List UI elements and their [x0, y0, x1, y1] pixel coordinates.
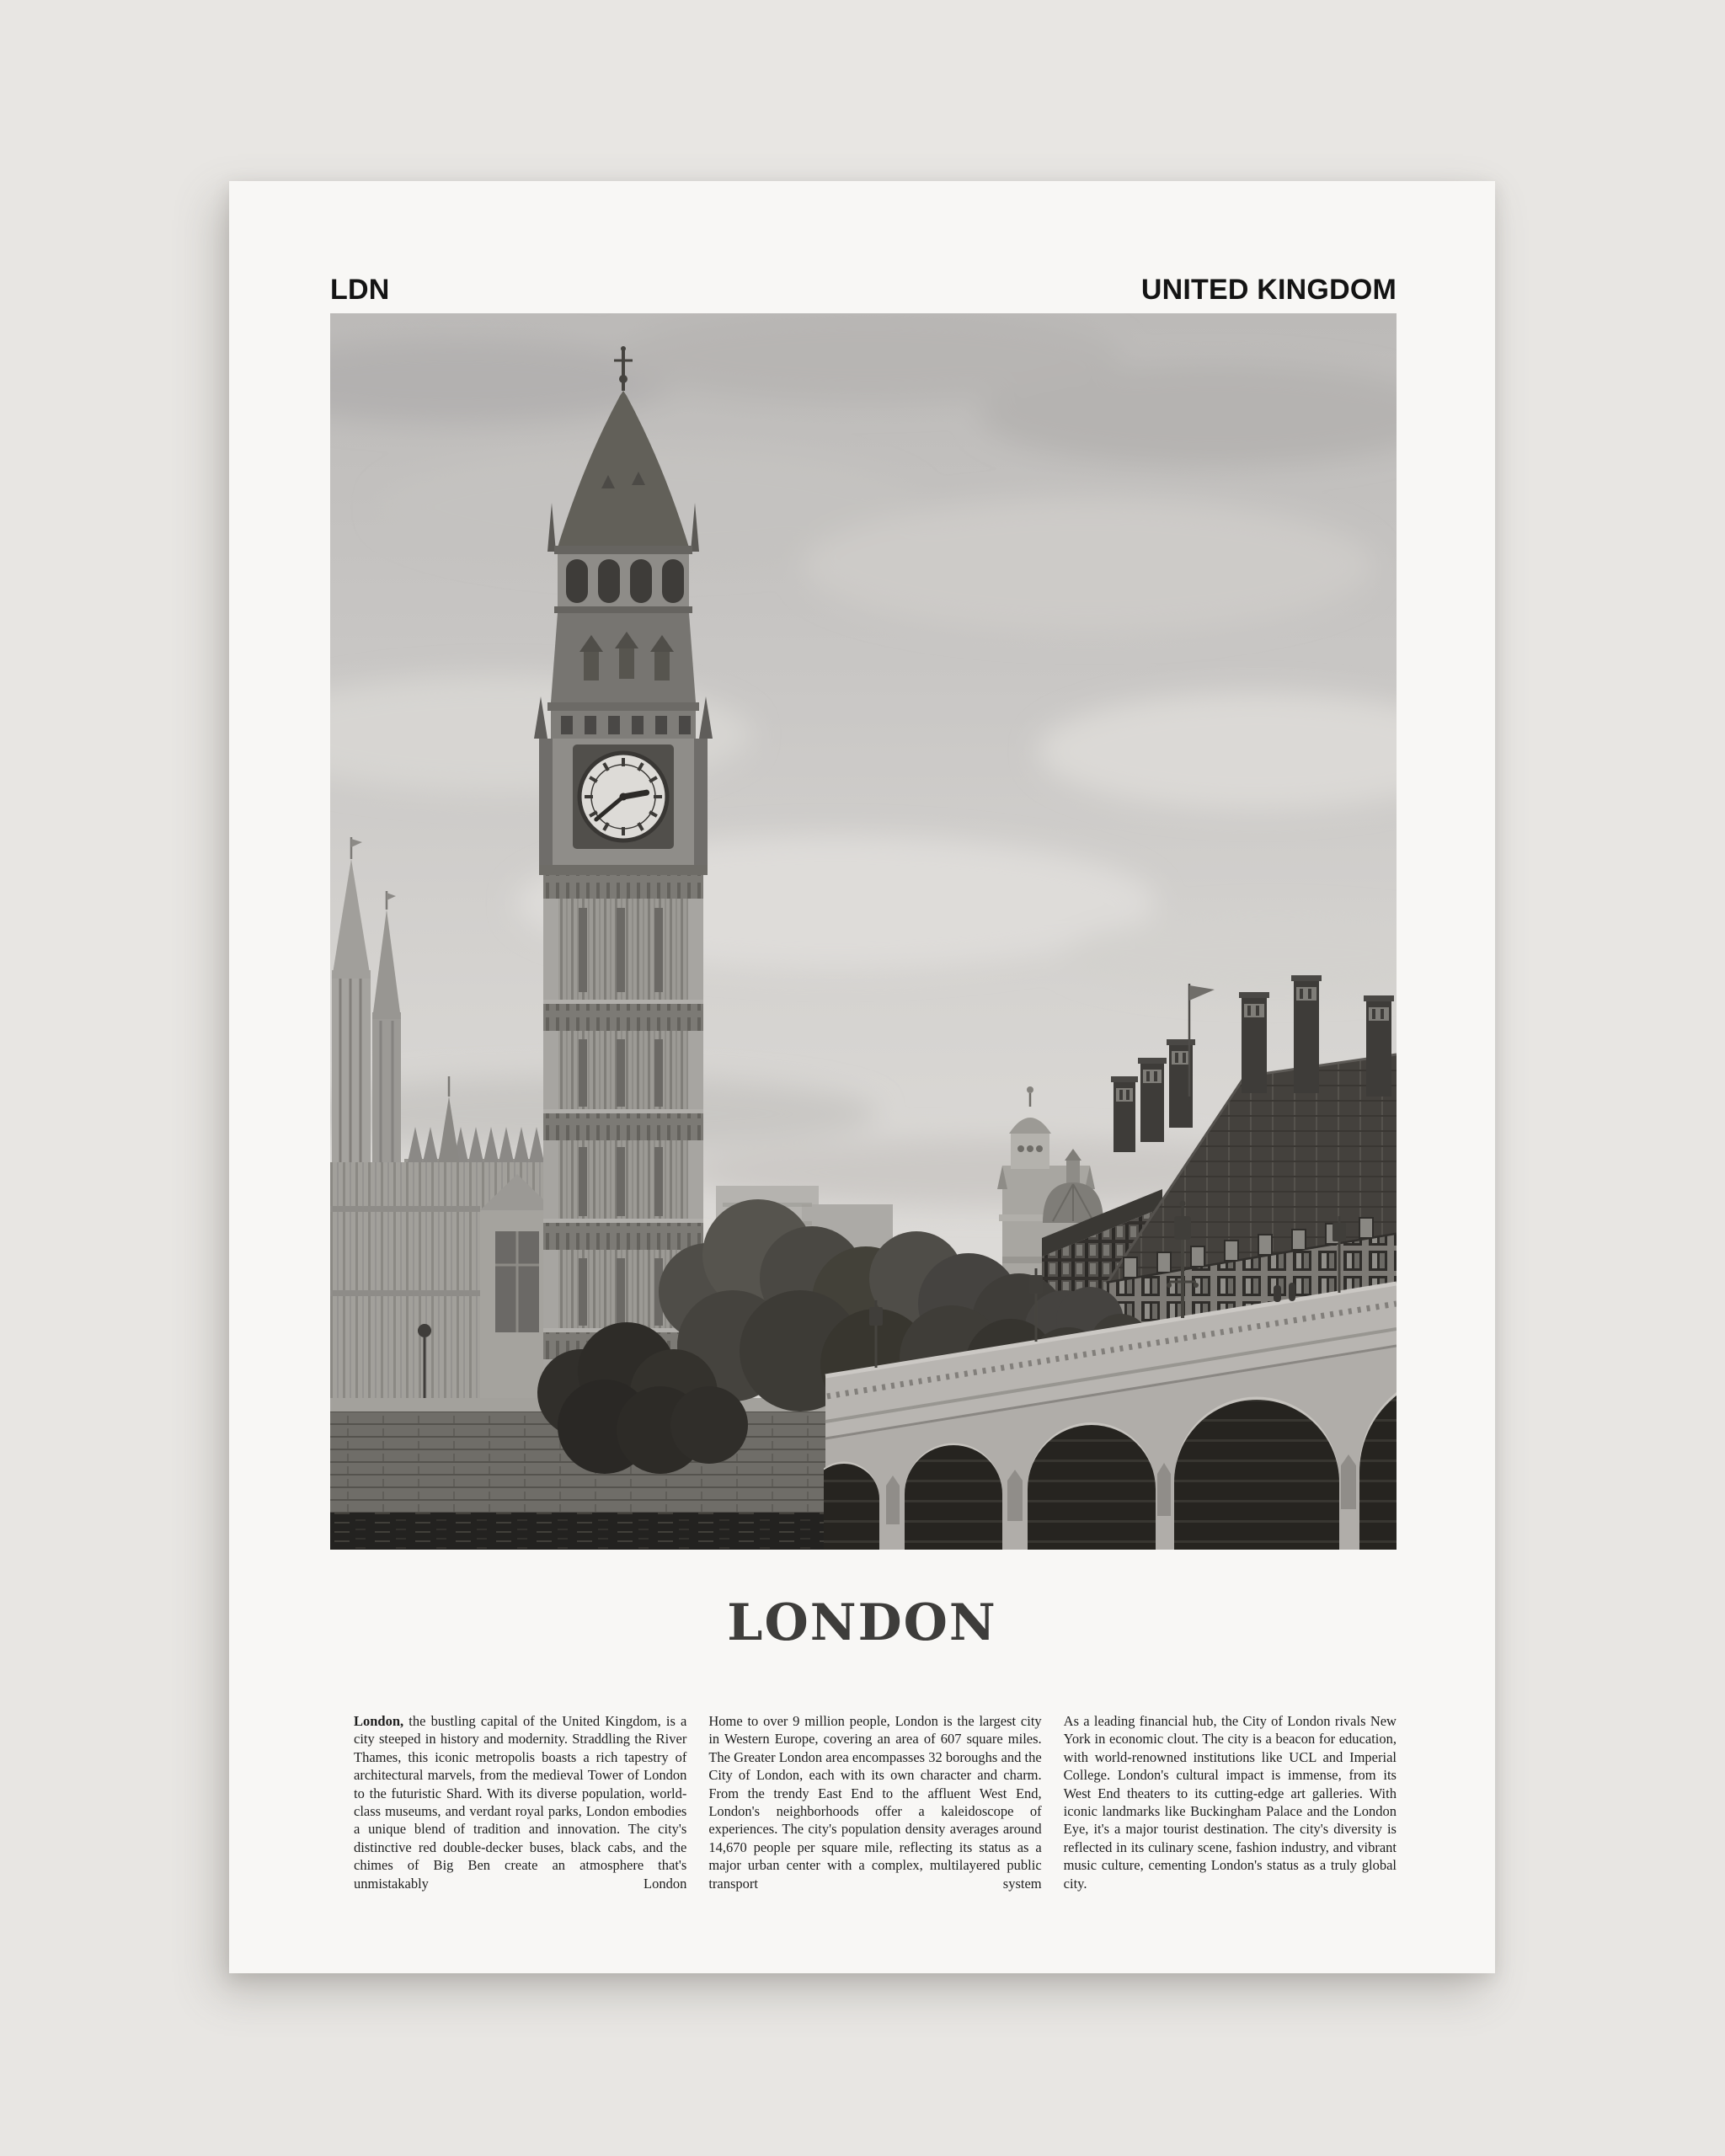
poster-header	[330, 275, 1397, 304]
description-columns	[354, 1712, 1397, 1892]
column-3-text: As a leading financial hub, the City of London rivals New York in economic clout. The city is a beacon for education, with world-renowned institutions like UCL and Imperial College. London's cultural impact is immense, from its West End theaters to its cutting-edge art galleries. With iconic landmarks like Buckingham Palace and the London Eye, it's a major tourist destination. The city's diversity is reflected in its culinary scene, fashion industry, and vibrant music culture, cementing London's status as a truly global city.	[1063, 1713, 1397, 1892]
river-thames	[330, 1513, 869, 1550]
column-1-text: the bustling capital of the United Kingdom, is a city steeped in history and modernity. Straddling the River Thames, this iconic metropolis boasts a rich tapestry of architectural marvels, from the medieval Tower of London to the futuristic Shard. With its diverse population, world-class museums, and verdant royal parks, London embodies a unique blend of tradition and innovation. The city's distinctive red double-decker buses, black cabs, and the chimes of Big Ben create an atmosphere that's unmistakably London	[354, 1713, 687, 1892]
big-ben-photo	[330, 313, 1397, 1550]
pedestrian	[1274, 1285, 1281, 1302]
column-1-lead: London,	[354, 1713, 404, 1729]
column-1	[354, 1712, 686, 1892]
travel-poster	[229, 181, 1495, 1973]
city-code-label: LDN	[330, 274, 390, 306]
pedestrian	[1289, 1283, 1295, 1301]
poster-title: LONDON	[727, 1593, 997, 1652]
column-2	[708, 1712, 1041, 1892]
country-label: UNITED KINGDOM	[1140, 274, 1397, 306]
column-3	[1064, 1712, 1397, 1892]
column-2-text: Home to over 9 million people, London is the largest city in Western Europe, covering an area of 607 square miles. The Greater London area encompasses 32 boroughs and the City of London, each with its own character and charm. From the trendy East End to the affluent West End, London's neighborhoods offer a kaleidoscope of experiences. The city's population density averages around 14,670 people per square mile, reflecting its status as a major urban center with a complex, multilayered public transport system	[708, 1713, 1042, 1892]
big-ben-photo-illustration	[330, 313, 1397, 1550]
